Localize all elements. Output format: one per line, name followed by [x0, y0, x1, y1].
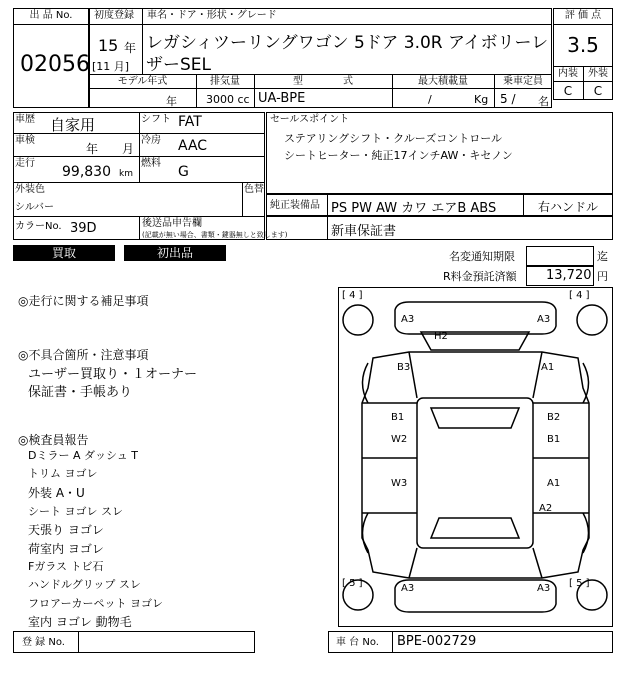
car-diagram-drawing — [339, 288, 612, 626]
model-label: 型 式 — [293, 76, 353, 87]
wheel-label-front-left: [ 4 ] — [342, 290, 363, 301]
inspector-item: Fガラス トビ石 — [28, 560, 104, 573]
max-load-value: / — [428, 93, 432, 106]
capacity-unit: 名 — [538, 95, 549, 108]
ac-label: 冷房 — [141, 135, 161, 146]
car-name-label: 車名・ドア・形状・グレード — [147, 10, 277, 21]
model-value: UA-BPE — [258, 91, 306, 106]
displacement-label: 排気量 — [210, 76, 240, 87]
sales-line-1: ステアリングシフト・クルーズコントロール — [284, 132, 503, 145]
damage-code: A3 — [401, 583, 415, 594]
after-note: (記載が無い場合、書類・鍵器無しと致します) — [142, 231, 288, 239]
color-value: シルバー — [15, 202, 55, 213]
after-label: 後送品申告欄 — [142, 218, 202, 229]
inspection-month: 月 — [122, 142, 135, 156]
capacity-value: 5 / — [500, 92, 516, 106]
ac-value: AAC — [178, 138, 208, 154]
interior-grade: C — [563, 84, 573, 98]
lot-label: 出 品 No. — [29, 10, 73, 21]
wheel-label-front-right: [ 4 ] — [569, 290, 590, 301]
mileage-unit: km — [119, 169, 133, 179]
driving-heading: ◎走行に関する補足事項 — [18, 294, 149, 308]
inspection-label: 車検 — [15, 135, 35, 146]
shift-label: シフト — [141, 114, 171, 125]
recolor-label: 色替 — [244, 184, 264, 195]
max-load-label: 最大積載量 — [418, 76, 468, 87]
damage-code: B3 — [397, 362, 411, 373]
exterior-label: 外装 — [588, 68, 608, 79]
history-value: 自家用 — [50, 116, 96, 134]
equipment-label: 純正装備品 — [270, 200, 320, 211]
first-reg-month: [11 月] — [92, 60, 130, 73]
damage-code: A1 — [541, 362, 555, 373]
inspector-item: 天張り ヨゴレ — [28, 523, 104, 537]
damage-code: B1 — [547, 434, 561, 445]
first-reg-year: 15 — [98, 36, 119, 55]
damage-code: W3 — [391, 478, 408, 489]
score-value: 3.5 — [567, 33, 599, 57]
capacity-label: 乗車定員 — [503, 76, 543, 87]
inspection-year: 年 — [86, 142, 99, 156]
recycle-value: 13,720 — [546, 268, 592, 283]
damage-code: A3 — [537, 314, 551, 325]
car-name-line2: ザーSEL — [146, 55, 212, 75]
first-listing-badge: 初出品 — [124, 245, 226, 261]
handle-value: 右ハンドル — [537, 200, 598, 214]
damage-code: A3 — [401, 314, 415, 325]
buy-badge: 買取 — [13, 245, 115, 261]
damage-code: B1 — [391, 412, 405, 423]
score-label: 評 価 点 — [564, 10, 602, 21]
damage-code: A1 — [547, 478, 561, 489]
model-year-unit: 年 — [166, 95, 177, 108]
sales-line-2: シートヒーター・純正17インチAW・キセノン — [284, 149, 513, 162]
inspector-item: フロアーカーペット ヨゴレ — [28, 597, 163, 610]
warranty-row — [266, 216, 613, 240]
max-load-unit: Kg — [474, 93, 489, 106]
sales-point-label: セールスポイント — [270, 114, 350, 125]
fuel-value: G — [178, 164, 189, 180]
name-change-field — [526, 246, 594, 266]
inspector-heading: ◎検査員報告 — [18, 433, 89, 447]
damage-code: A2 — [539, 503, 553, 514]
defect-line-2: 保証書・手帳あり — [28, 385, 133, 400]
damage-code: H2 — [434, 331, 448, 342]
lot-number: 02056 — [20, 52, 90, 77]
exterior-grade: C — [593, 84, 603, 98]
damage-code: W2 — [391, 434, 408, 445]
inspector-item: シート ヨゴレ スレ — [28, 505, 123, 518]
first-reg-label: 初度登録 — [94, 10, 134, 21]
damage-code: A3 — [537, 583, 551, 594]
first-reg-year-unit: 年 — [124, 41, 137, 55]
mileage-label: 走行 — [15, 158, 35, 169]
shift-value: FAT — [178, 114, 202, 130]
inspector-item: Dミラー A ダッシュ T — [28, 449, 138, 462]
color-no-value: 39D — [70, 221, 97, 236]
car-diagram — [338, 287, 613, 627]
name-change-label: 名変通知期限 — [449, 250, 515, 263]
defect-heading: ◎不具合箇所・注意事項 — [18, 348, 149, 362]
inspector-item: 室内 ヨゴレ 動物毛 — [28, 615, 132, 629]
wheel-label-rear-right: [ 5 ] — [569, 578, 590, 589]
car-name-line1: レガシィツーリングワゴン 5ドア 3.0R アイボリーレ — [146, 33, 549, 53]
warranty-value: 新車保証書 — [331, 224, 397, 239]
recycle-label: R料金預託済額 — [443, 270, 517, 283]
chassis-label: 車 台 No. — [336, 637, 379, 648]
damage-code: B2 — [547, 412, 561, 423]
history-label: 車歴 — [15, 114, 35, 125]
fuel-label: 燃料 — [141, 158, 161, 169]
interior-label: 内装 — [558, 68, 578, 79]
color-no-label: カラーNo. — [15, 221, 62, 232]
name-change-unit: 迄 — [597, 250, 608, 263]
defect-line-1: ユーザー買取り・１オーナー — [28, 367, 198, 382]
wheel-label-rear-left: [ 5 ] — [342, 578, 363, 589]
equipment-value: PS PW AW カワ エアB ABS — [331, 201, 497, 216]
registration-label: 登 録 No. — [22, 637, 65, 648]
model-year-label: モデル年式 — [117, 76, 168, 87]
color-label: 外装色 — [15, 184, 45, 195]
inspector-item: トリム ヨゴレ — [28, 467, 98, 480]
recycle-unit: 円 — [597, 270, 608, 283]
inspector-item: ハンドルグリップ スレ — [28, 578, 141, 591]
chassis-value: BPE-002729 — [397, 634, 477, 649]
inspector-item: 荷室内 ヨゴレ — [28, 542, 104, 556]
mileage-value: 99,830 — [62, 164, 111, 180]
inspector-item: 外装 A・U — [28, 486, 85, 500]
displacement-value: 3000 cc — [206, 93, 250, 106]
